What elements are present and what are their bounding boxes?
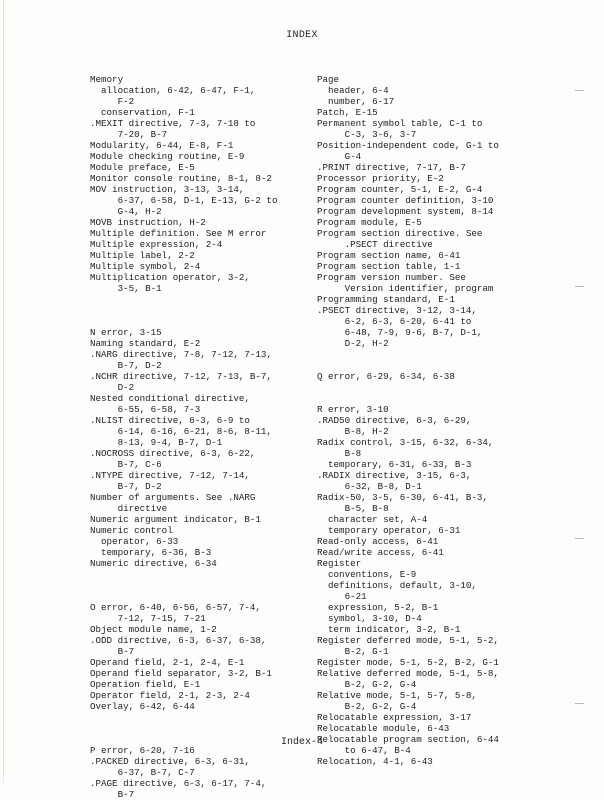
- index-entry: G-4, H-2: [90, 206, 162, 217]
- index-entry: Module checking routine, E-9: [90, 151, 245, 162]
- index-entry: directive: [90, 503, 168, 514]
- index-entry: P error, 6-20, 7-16: [90, 745, 195, 756]
- margin-mark: [575, 90, 584, 91]
- index-entry: Radix control, 3-15, 6-32, 6-34,: [317, 437, 494, 448]
- index-entry: B-8: [317, 448, 362, 459]
- index-entry: Processor priority, E-2: [317, 173, 444, 184]
- index-entry: Multiple symbol, 2-4: [90, 261, 201, 272]
- scan-edge-line: [3, 0, 4, 783]
- index-entry: 6-55, 6-58, 7-3: [90, 404, 201, 415]
- index-entry: Operation field, E-1: [90, 679, 201, 690]
- index-entry: Multiple definition. See M error: [90, 228, 267, 239]
- index-entry: Multiple label, 2-2: [90, 250, 195, 261]
- index-entry: Program section name, 6-41: [317, 250, 461, 261]
- index-entry: Modularity, 6-44, E-8, F-1: [90, 140, 234, 151]
- index-entry: Program version number. See: [317, 272, 466, 283]
- index-entry: Monitor console routine, 8-1, 8-2: [90, 173, 272, 184]
- index-entry: B-7, D-2: [90, 481, 162, 492]
- index-entry: [317, 349, 529, 360]
- index-entry: Version identifier, program: [317, 283, 494, 294]
- index-entry: [90, 569, 302, 580]
- index-entry: 8-13, 9-4, B-7, D-1: [90, 437, 223, 448]
- index-entry: Programming standard, E-1: [317, 294, 455, 305]
- index-entry: 7-20, B-7: [90, 129, 168, 140]
- index-entry: Operator field, 2-1, 2-3, 2-4: [90, 690, 250, 701]
- index-entry: B-2, G-2, G-4: [317, 701, 417, 712]
- index-entry: 3-5, B-1: [90, 283, 162, 294]
- index-entry: 6-48, 7-9, 9-6, B-7, D-1,: [317, 327, 483, 338]
- page-number: Index-4: [280, 737, 323, 748]
- index-entry: .PAGE directive, 6-3, 6-17, 7-4,: [90, 778, 267, 789]
- index-entry: temporary, 6-31, 6-33, B-3: [317, 459, 472, 470]
- index-entry: 6-14, 6-16, 6-21, 8-6, 8-11,: [90, 426, 272, 437]
- index-entry: Program section table, 1-1: [317, 261, 461, 272]
- index-entry: 6-37, 6-58, D-1, E-13, G-2 to: [90, 195, 278, 206]
- index-entry: C-3, 3-6, 3-7: [317, 129, 417, 140]
- index-entry: .NARG directive, 7-8, 7-12, 7-13,: [90, 349, 272, 360]
- index-entry: allocation, 6-42, 6-47, F-1,: [90, 85, 256, 96]
- index-entry: 6-2, 6-3, 6-20, 6-41 to: [317, 316, 472, 327]
- index-entry: 6-32, B-8, D-1: [317, 481, 422, 492]
- index-entry: number, 6-17: [317, 96, 395, 107]
- index-entry: [90, 712, 302, 723]
- index-entry: [90, 723, 302, 734]
- index-entry: G-4: [317, 151, 362, 162]
- index-entry: B-5, B-8: [317, 503, 389, 514]
- margin-mark: [575, 286, 584, 287]
- index-entry: 6-21: [317, 591, 367, 602]
- index-entry: Relative mode, 5-1, 5-7, 5-8,: [317, 690, 477, 701]
- index-entry: Multiple expression, 2-4: [90, 239, 223, 250]
- index-entry: F-2: [90, 96, 135, 107]
- index-entry: Page: [317, 74, 340, 85]
- index-entry: Relocation, 4-1, 6-43: [317, 756, 433, 767]
- index-entry: conservation, F-1: [90, 107, 195, 118]
- index-entry: D-2, H-2: [317, 338, 389, 349]
- index-entry: [90, 305, 302, 316]
- index-entry: Numeric directive, 6-34: [90, 558, 217, 569]
- index-entry: Naming standard, E-2: [90, 338, 201, 349]
- index-entry: Program counter definition, 3-10: [317, 195, 494, 206]
- index-entry: Module preface, E-5: [90, 162, 195, 173]
- index-entry: [317, 382, 529, 393]
- index-column-left: [90, 74, 302, 800]
- index-entry: Register deferred mode, 5-1, 5-2,: [317, 635, 499, 646]
- index-entry: .PACKED directive, 6-3, 6-31,: [90, 756, 250, 767]
- index-entry: [90, 316, 302, 327]
- index-entry: 6-37, B-7, C-7: [90, 767, 195, 778]
- index-entry: temporary, 6-36, B-3: [90, 547, 212, 558]
- index-entry: term indicator, 3-2, B-1: [317, 624, 461, 635]
- index-entry: .NOCROSS directive, 6-3, 6-22,: [90, 448, 256, 459]
- index-entry: .PRINT directive, 7-17, B-7: [317, 162, 466, 173]
- index-entry: D-2: [90, 382, 135, 393]
- index-entry: Program section directive. See: [317, 228, 483, 239]
- index-entry: Program module, E-5: [317, 217, 422, 228]
- index-entry: [90, 580, 302, 591]
- index-entry: .RADIX directive, 3-15, 6-3,: [317, 470, 472, 481]
- index-entry: conventions, E-9: [317, 569, 417, 580]
- index-entry: .NLIST directive, 6-3, 6-9 to: [90, 415, 250, 426]
- index-entry: expression, 5-2, B-1: [317, 602, 439, 613]
- index-entry: Memory: [90, 74, 124, 85]
- index-entry: to 6-47, B-4: [317, 745, 411, 756]
- index-entry: .MEXIT directive, 7-3, 7-18 to: [90, 118, 256, 129]
- margin-mark: [575, 538, 584, 539]
- index-entry: Relocatable expression, 3-17: [317, 712, 472, 723]
- index-entry: B-7, C-6: [90, 459, 162, 470]
- index-entry: Program counter, 5-1, E-2, G-4: [317, 184, 483, 195]
- index-entry: [317, 393, 529, 404]
- index-entry: .PSECT directive: [317, 239, 433, 250]
- index-entry: Relocatable module, 6-43: [317, 723, 450, 734]
- index-entry: Numeric argument indicator, B-1: [90, 514, 261, 525]
- page-title: INDEX: [286, 30, 318, 41]
- index-entry: symbol, 3-10, D-4: [317, 613, 422, 624]
- index-entry: Number of arguments. See .NARG: [90, 492, 256, 503]
- index-entry: Program development system, 8-14: [317, 206, 494, 217]
- index-entry: 7-12, 7-15, 7-21: [90, 613, 206, 624]
- index-entry: .ODD directive, 6-3, 6-37, 6-38,: [90, 635, 267, 646]
- index-entry: [317, 360, 529, 371]
- index-entry: Read/write access, 6-41: [317, 547, 444, 558]
- index-entry: temporary operator, 6-31: [317, 525, 461, 536]
- index-entry: B-7: [90, 789, 135, 800]
- index-entry: B-7, D-2: [90, 360, 162, 371]
- index-entry: N error, 3-15: [90, 327, 162, 338]
- index-entry: definitions, default, 3-10,: [317, 580, 477, 591]
- index-entry: character set, A-4: [317, 514, 428, 525]
- index-entry: operator, 6-33: [90, 536, 179, 547]
- index-entry: .RAD50 directive, 6-3, 6-29,: [317, 415, 472, 426]
- index-entry: B-2, G-1: [317, 646, 389, 657]
- index-entry: Position-independent code, G-1 to: [317, 140, 499, 151]
- index-entry: Relative deferred mode, 5-1, 5-8,: [317, 668, 499, 679]
- index-entry: Permanent symbol table, C-1 to: [317, 118, 483, 129]
- index-entry: MOVB instruction, H-2: [90, 217, 206, 228]
- index-entry: .NCHR directive, 7-12, 7-13, B-7,: [90, 371, 272, 382]
- index-entry: Read-only access, 6-41: [317, 536, 439, 547]
- index-entry: Relocatable program section, 6-44: [317, 734, 499, 745]
- index-entry: R error, 3-10: [317, 404, 389, 415]
- index-entry: header, 6-4: [317, 85, 389, 96]
- index-column-right: [317, 74, 529, 767]
- index-entry: O error, 6-40, 6-56, 6-57, 7-4,: [90, 602, 261, 613]
- index-entry: B-7: [90, 646, 135, 657]
- index-entry: .PSECT directive, 3-12, 3-14,: [317, 305, 477, 316]
- index-entry: Radix-50, 3-5, 6-30, 6-41, B-3,: [317, 492, 488, 503]
- index-entry: B-2, G-2, G-4: [317, 679, 417, 690]
- index-entry: Q error, 6-29, 6-34, 6-38: [317, 371, 455, 382]
- index-entry: Numeric control: [90, 525, 173, 536]
- index-entry: [90, 294, 302, 305]
- index-entry: Nested conditional directive,: [90, 393, 250, 404]
- index-entry: Register mode, 5-1, 5-2, B-2, G-1: [317, 657, 499, 668]
- index-entry: Overlay, 6-42, 6-44: [90, 701, 195, 712]
- index-entry: Multiplication operator, 3-2,: [90, 272, 250, 283]
- index-entry: [90, 591, 302, 602]
- index-entry: Object module name, 1-2: [90, 624, 217, 635]
- index-entry: Operand field separator, 3-2, B-1: [90, 668, 272, 679]
- index-entry: B-8, H-2: [317, 426, 389, 437]
- index-entry: Operand field, 2-1, 2-4, E-1: [90, 657, 245, 668]
- index-entry: Register: [317, 558, 362, 569]
- margin-mark: [575, 703, 584, 704]
- index-entry: Patch, E-15: [317, 107, 378, 118]
- index-entry: MOV instruction, 3-13, 3-14,: [90, 184, 245, 195]
- index-entry: .NTYPE directive, 7-12, 7-14,: [90, 470, 250, 481]
